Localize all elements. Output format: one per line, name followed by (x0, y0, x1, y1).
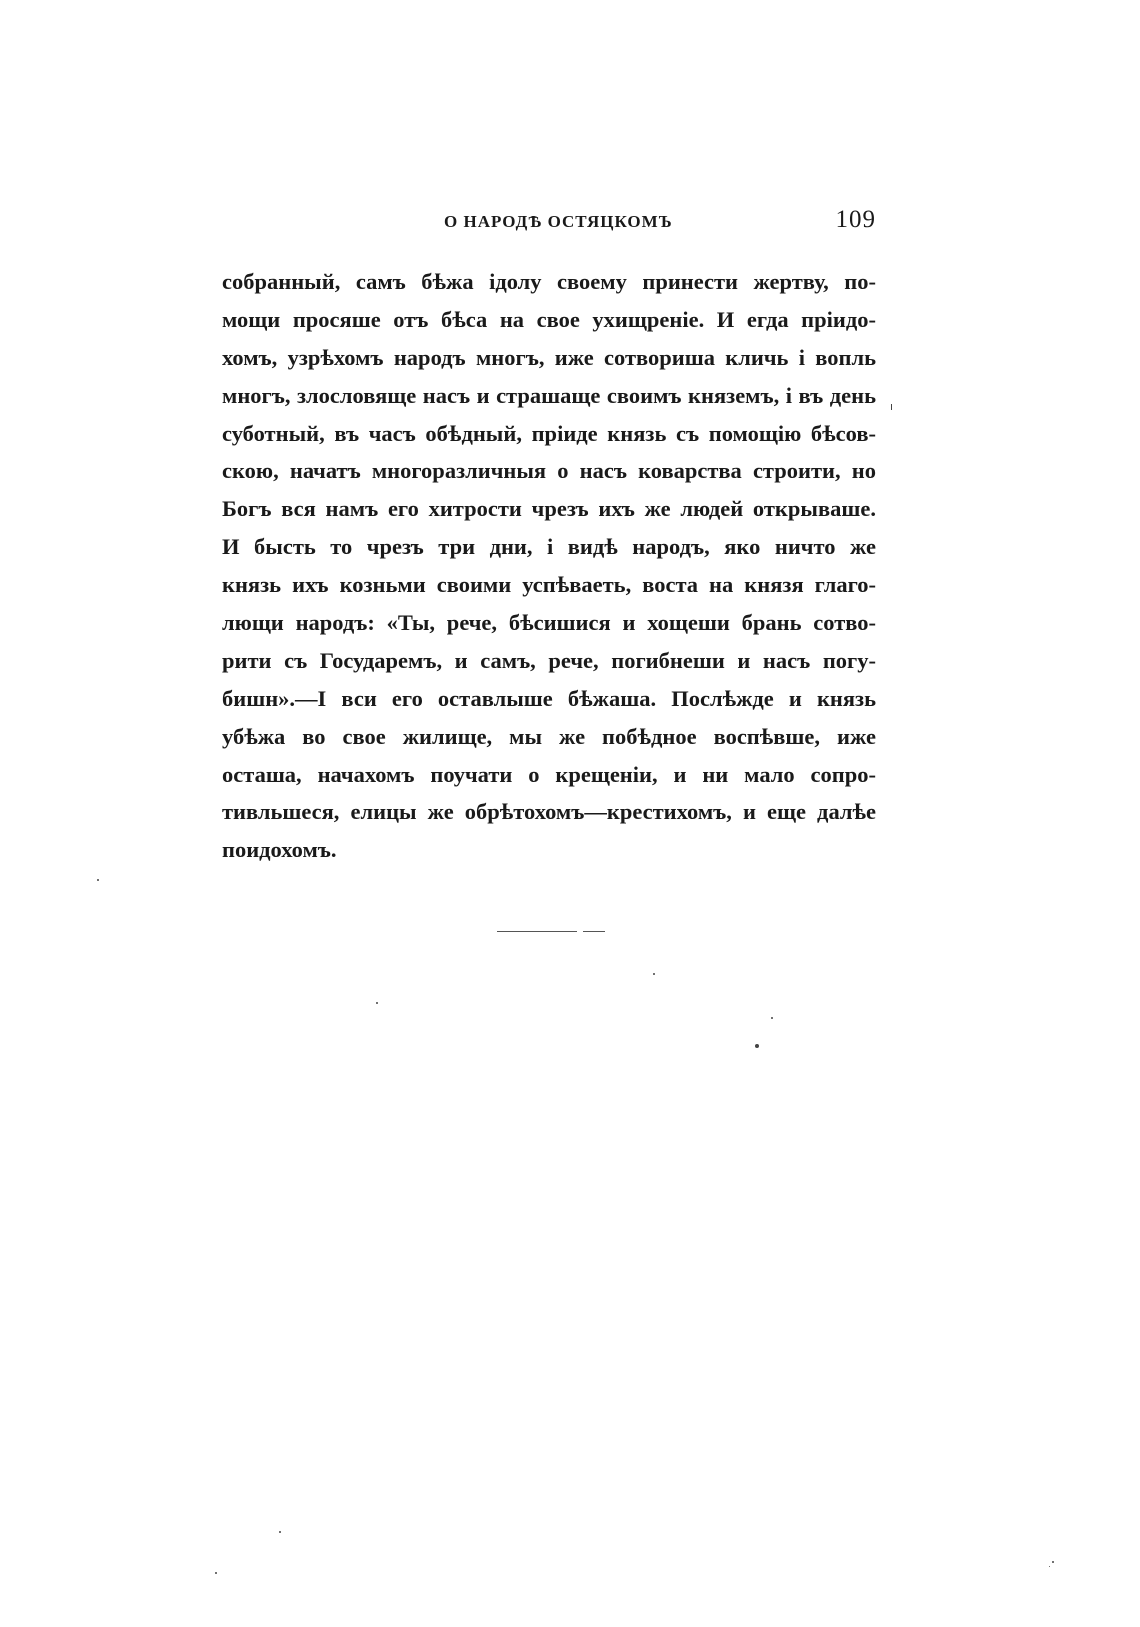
scan-speck (376, 1002, 378, 1004)
scan-speck (653, 973, 655, 975)
scan-speck (279, 1531, 281, 1533)
text-line: бишн».—І вси его оставлыше бѣжаша. Послѣжде и князь (222, 685, 876, 711)
text-line: И бысть то чрезъ три дни, і видѣ народъ, яко ничто же (222, 534, 876, 560)
text-line: осташа, начахомъ поучати о крещеніи, и ни мало сопро- (222, 761, 876, 787)
text-line: Богъ вся намъ его хитрости чрезъ ихъ же людей открываше. (222, 496, 876, 522)
scan-speck (1052, 1561, 1054, 1563)
text-line: рити съ Государемъ, и самъ, рече, погибнеши и насъ погу- (222, 647, 876, 673)
rule-segment (497, 931, 577, 932)
text-line: скою, начатъ многоразличныя о насъ коварства строити, но (222, 458, 876, 484)
scan-speck (97, 879, 99, 881)
text-line: убѣжа во свое жилище, мы же побѣдное воспѣвше, иже (222, 723, 876, 749)
scan-speck (1049, 1566, 1050, 1567)
scan-speck (891, 404, 892, 410)
text-line: хомъ, узрѣхомъ народъ многъ, иже сотвориша кличь і вопль (222, 344, 876, 370)
text-line: князь ихъ козньми своими успѣваеть, воста на князя глаго- (222, 572, 876, 598)
text-line-last: поидохомъ. (222, 837, 337, 863)
text-line: мощи просяше отъ бѣса на свое ухищреніе. И егда пріидо- (222, 306, 876, 332)
section-end-rule (497, 930, 607, 934)
page-number: 109 (835, 206, 876, 233)
scan-speck (755, 1044, 759, 1048)
rule-segment (583, 931, 605, 932)
text-line: суботный, въ часъ обѣдный, пріиде князь съ помощію бѣсов- (222, 420, 876, 446)
text-line: лющи народъ: «Ты, рече, бѣсишися и хощеши брань сотво- (222, 610, 876, 636)
text-line: тивльшеся, елицы же обрѣтохомъ—крестихомъ, и еще далѣе (222, 799, 876, 825)
running-title: О НАРОДѢ ОСТЯЦКОМЪ (444, 212, 673, 231)
scan-speck (771, 1017, 773, 1019)
running-head (222, 206, 876, 240)
scan-speck (215, 1572, 217, 1574)
body-text (222, 263, 876, 869)
text-line: собранный, самъ бѣжа ідолу своему принести жертву, по- (222, 269, 876, 294)
text-line: многъ, злословяще насъ и страшаще своимъ княземъ, і въ день (222, 382, 876, 408)
